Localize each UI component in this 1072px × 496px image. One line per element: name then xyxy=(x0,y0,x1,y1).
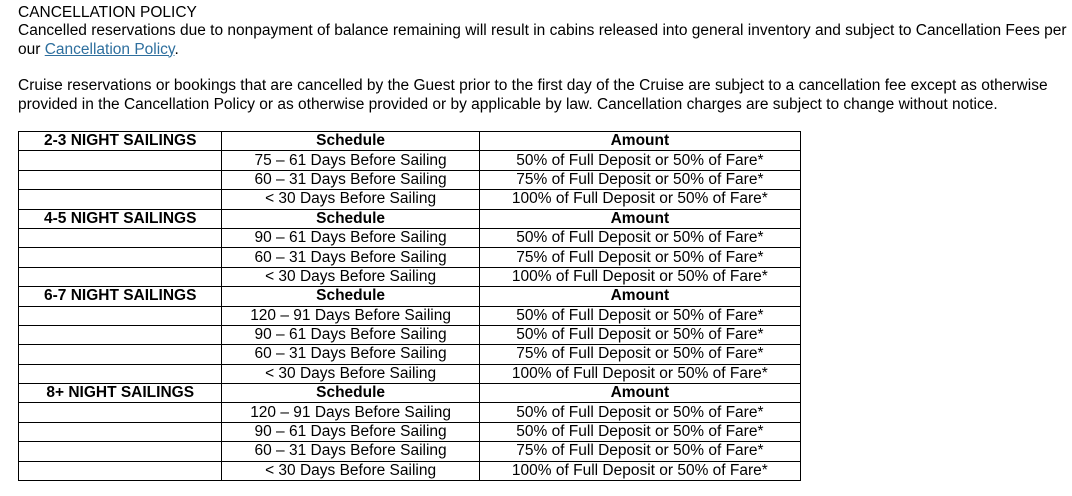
empty-label-cell xyxy=(19,190,222,209)
cancellation-fee-paragraph: Cruise reservations or bookings that are cancelled by the Guest prior to the first day of the Cruise are subject to a cancellation fee except as otherwise provided in the Cancellation Policy or as otherwise provided or by applicable by law. Cancellation charges are subject to change without notice. xyxy=(18,77,1048,113)
amount-cell: 100% of Full Deposit or 50% of Fare* xyxy=(479,461,800,480)
cancellation-policy-link[interactable]: Cancellation Policy xyxy=(44,40,175,58)
table-row xyxy=(19,422,801,441)
amount-cell: 100% of Full Deposit or 50% of Fare* xyxy=(479,190,800,209)
amount-cell: 50% of Full Deposit or 50% of Fare* xyxy=(479,151,800,170)
table-row xyxy=(19,325,801,344)
empty-label-cell xyxy=(19,151,222,170)
amount-cell: 50% of Full Deposit or 50% of Fare* xyxy=(479,228,800,247)
amount-cell: 75% of Full Deposit or 50% of Fare* xyxy=(479,248,800,267)
table-row xyxy=(19,403,801,422)
empty-label-cell xyxy=(19,325,222,344)
table-row xyxy=(19,461,801,480)
empty-label-cell xyxy=(19,364,222,383)
schedule-cell: < 30 Days Before Sailing xyxy=(222,190,479,209)
cancellation-fee-table xyxy=(18,131,801,481)
amount-cell: 50% of Full Deposit or 50% of Fare* xyxy=(479,306,800,325)
sailing-group-label: 8+ NIGHT SAILINGS xyxy=(19,384,222,403)
table-row xyxy=(19,306,801,325)
empty-label-cell xyxy=(19,403,222,422)
table-row xyxy=(19,190,801,209)
empty-label-cell xyxy=(19,170,222,189)
schedule-column-header: Schedule xyxy=(222,287,479,306)
amount-column-header: Amount xyxy=(479,132,800,151)
table-row xyxy=(19,151,801,170)
table-row xyxy=(19,442,801,461)
empty-label-cell xyxy=(19,306,222,325)
amount-cell: 75% of Full Deposit or 50% of Fare* xyxy=(479,170,800,189)
empty-label-cell xyxy=(19,228,222,247)
schedule-column-header: Schedule xyxy=(222,384,479,403)
schedule-cell: < 30 Days Before Sailing xyxy=(222,364,479,383)
schedule-column-header: Schedule xyxy=(222,209,479,228)
empty-label-cell xyxy=(19,248,222,267)
amount-cell: 50% of Full Deposit or 50% of Fare* xyxy=(479,325,800,344)
sailing-group-label: 6-7 NIGHT SAILINGS xyxy=(19,287,222,306)
sailing-group-header-row xyxy=(19,209,801,228)
empty-label-cell xyxy=(19,422,222,441)
table-row xyxy=(19,364,801,383)
table-row xyxy=(19,248,801,267)
table-row xyxy=(19,228,801,247)
amount-column-header: Amount xyxy=(479,384,800,403)
amount-cell: 50% of Full Deposit or 50% of Fare* xyxy=(479,422,800,441)
nonpayment-period: . xyxy=(174,40,179,58)
schedule-cell: 60 – 31 Days Before Sailing xyxy=(222,170,479,189)
schedule-cell: 60 – 31 Days Before Sailing xyxy=(222,442,479,461)
schedule-cell: 90 – 61 Days Before Sailing xyxy=(222,422,479,441)
schedule-cell: 120 – 91 Days Before Sailing xyxy=(222,306,479,325)
empty-label-cell xyxy=(19,267,222,286)
cancellation-fee-table-body xyxy=(19,132,801,481)
amount-column-header: Amount xyxy=(479,209,800,228)
amount-column-header: Amount xyxy=(479,287,800,306)
amount-cell: 75% of Full Deposit or 50% of Fare* xyxy=(479,345,800,364)
sailing-group-label: 2-3 NIGHT SAILINGS xyxy=(19,132,222,151)
policy-document xyxy=(18,4,1068,114)
amount-cell: 100% of Full Deposit or 50% of Fare* xyxy=(479,267,800,286)
sailing-group-header-row xyxy=(19,132,801,151)
empty-label-cell xyxy=(19,345,222,364)
amount-cell: 100% of Full Deposit or 50% of Fare* xyxy=(479,364,800,383)
schedule-cell: 75 – 61 Days Before Sailing xyxy=(222,151,479,170)
table-row xyxy=(19,170,801,189)
empty-label-cell xyxy=(19,461,222,480)
schedule-cell: 90 – 61 Days Before Sailing xyxy=(222,228,479,247)
sailing-group-header-row xyxy=(19,384,801,403)
amount-cell: 50% of Full Deposit or 50% of Fare* xyxy=(479,403,800,422)
schedule-cell: < 30 Days Before Sailing xyxy=(222,461,479,480)
policy-heading: CANCELLATION POLICY xyxy=(18,4,197,21)
schedule-cell: 120 – 91 Days Before Sailing xyxy=(222,403,479,422)
schedule-cell: 60 – 31 Days Before Sailing xyxy=(222,248,479,267)
nonpayment-paragraph xyxy=(18,22,1068,59)
table-row xyxy=(19,267,801,286)
sailing-group-label: 4-5 NIGHT SAILINGS xyxy=(19,209,222,228)
sailing-group-header-row xyxy=(19,287,801,306)
empty-label-cell xyxy=(19,442,222,461)
schedule-cell: 60 – 31 Days Before Sailing xyxy=(222,345,479,364)
schedule-cell: 90 – 61 Days Before Sailing xyxy=(222,325,479,344)
schedule-cell: < 30 Days Before Sailing xyxy=(222,267,479,286)
table-row xyxy=(19,345,801,364)
nonpayment-text: Cancelled reservations due to nonpayment of balance remaining will result in cabins released into general inventory and subject to Cancellation Fees per our xyxy=(18,22,1067,58)
schedule-column-header: Schedule xyxy=(222,132,479,151)
amount-cell: 75% of Full Deposit or 50% of Fare* xyxy=(479,442,800,461)
